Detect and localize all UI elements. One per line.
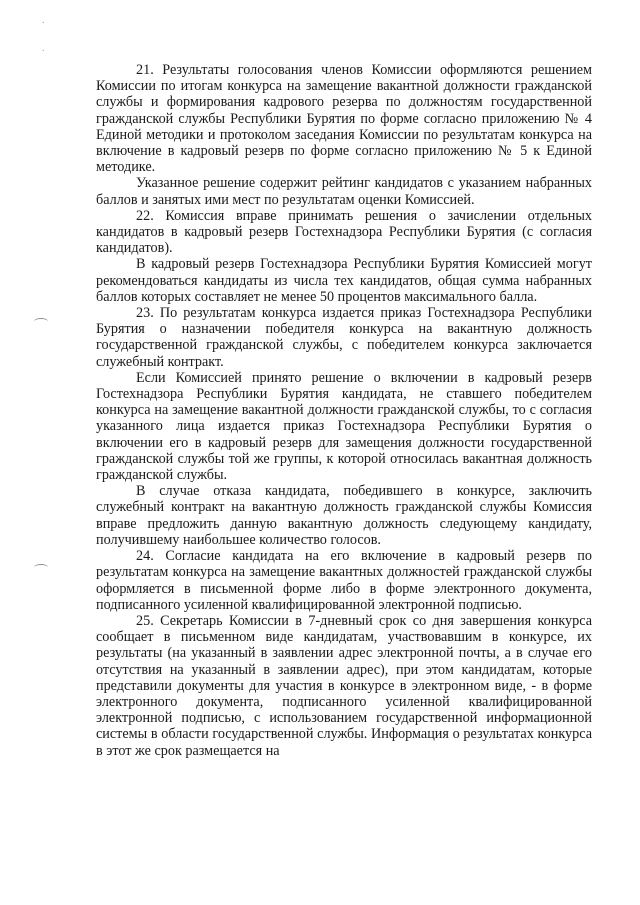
- paragraph-21: 21. Результаты голосования членов Комиссии оформляются решением Комиссии по итогам конкурса на замещение вакантной должности гражданской службы и формирования кадрового резерва по должностям государственной гражданской службы Республики Бурятия по форме согласно приложению № 4 Единой методики и протоколом заседания Комиссии по результатам конкурса на включение в кадровый резерв по форме согласно приложению № 5 к Единой методике.: [96, 62, 592, 176]
- paragraph-23-reserve: Если Комиссией принято решение о включении в кадровый резерв Гостехнадзора Республики Бурятия кандидата, не ставшего победителем конкурса на замещение вакантной должности гражданской службы, то с согласия указанного лица издается приказ Гостехнадзора Республики Бурятия о включении его в кадровый резерв для замещения должности государственной гражданской службы той же группы, к которой относилась вакантная должность гражданской службы.: [96, 369, 592, 484]
- scan-mark: [34, 564, 48, 571]
- scan-dot: .: [42, 15, 45, 26]
- paragraph-21-decision: Указанное решение содержит рейтинг кандидатов с указанием набранных баллов и занятых ими мест по результатам оценки Комиссией.: [96, 175, 592, 208]
- paragraph-23: 23. По результатам конкурса издается приказ Гостехнадзора Республики Бурятия о назначении победителя конкурса на вакантную должность государственной гражданской службы, с победителем конкурса заключается служебный контракт.: [96, 305, 592, 370]
- paragraph-25: 25. Секретарь Комиссии в 7-дневный срок со дня завершения конкурса сообщает в письменном виде кандидатам, участвовавшим в конкурсе, их результаты (на указанный в заявлении адрес электронной почты, а в случае его отсутствия на указанный в заявлении адрес), при этом кандидатам, которые представили документы для участия в конкурсе в электронном виде, - в форме электронного документа, подписанного усиленной квалифицированной электронной подписью, с использованием государственной информационной системы в области государственной службы. Информация о результатах конкурса в этот же срок размещается на: [96, 612, 592, 759]
- scan-dot: .: [42, 43, 45, 54]
- paragraph-23-refusal: В случае отказа кандидата, победившего в конкурсе, заключить служебный контракт на вакантную должность гражданской службы Комиссия вправе предложить данную вакантную должность следующему кандидату, получившему наибольшее количество голосов.: [96, 483, 592, 548]
- paragraph-22: 22. Комиссия вправе принимать решения о зачислении отдельных кандидатов в кадровый резерв Гостехнадзора Республики Бурятия (с согласия кандидатов).: [96, 207, 592, 257]
- paragraph-24: 24. Согласие кандидата на его включение в кадровый резерв по результатам конкурса на замещение вакантных должностей гражданской службы оформляется в письменной форме либо в форме электронного документа, подписанного усиленной квалифицированной электронной подписью.: [96, 548, 592, 613]
- scan-mark: [34, 318, 48, 325]
- document-body: [96, 62, 592, 759]
- paragraph-22-reserve: В кадровый резерв Гостехнадзора Республики Бурятия Комиссией могут рекомендоваться кандидаты из числа тех кандидатов, общая сумма набранных баллов которых составляет не менее 50 процентов максимального балла.: [96, 256, 592, 305]
